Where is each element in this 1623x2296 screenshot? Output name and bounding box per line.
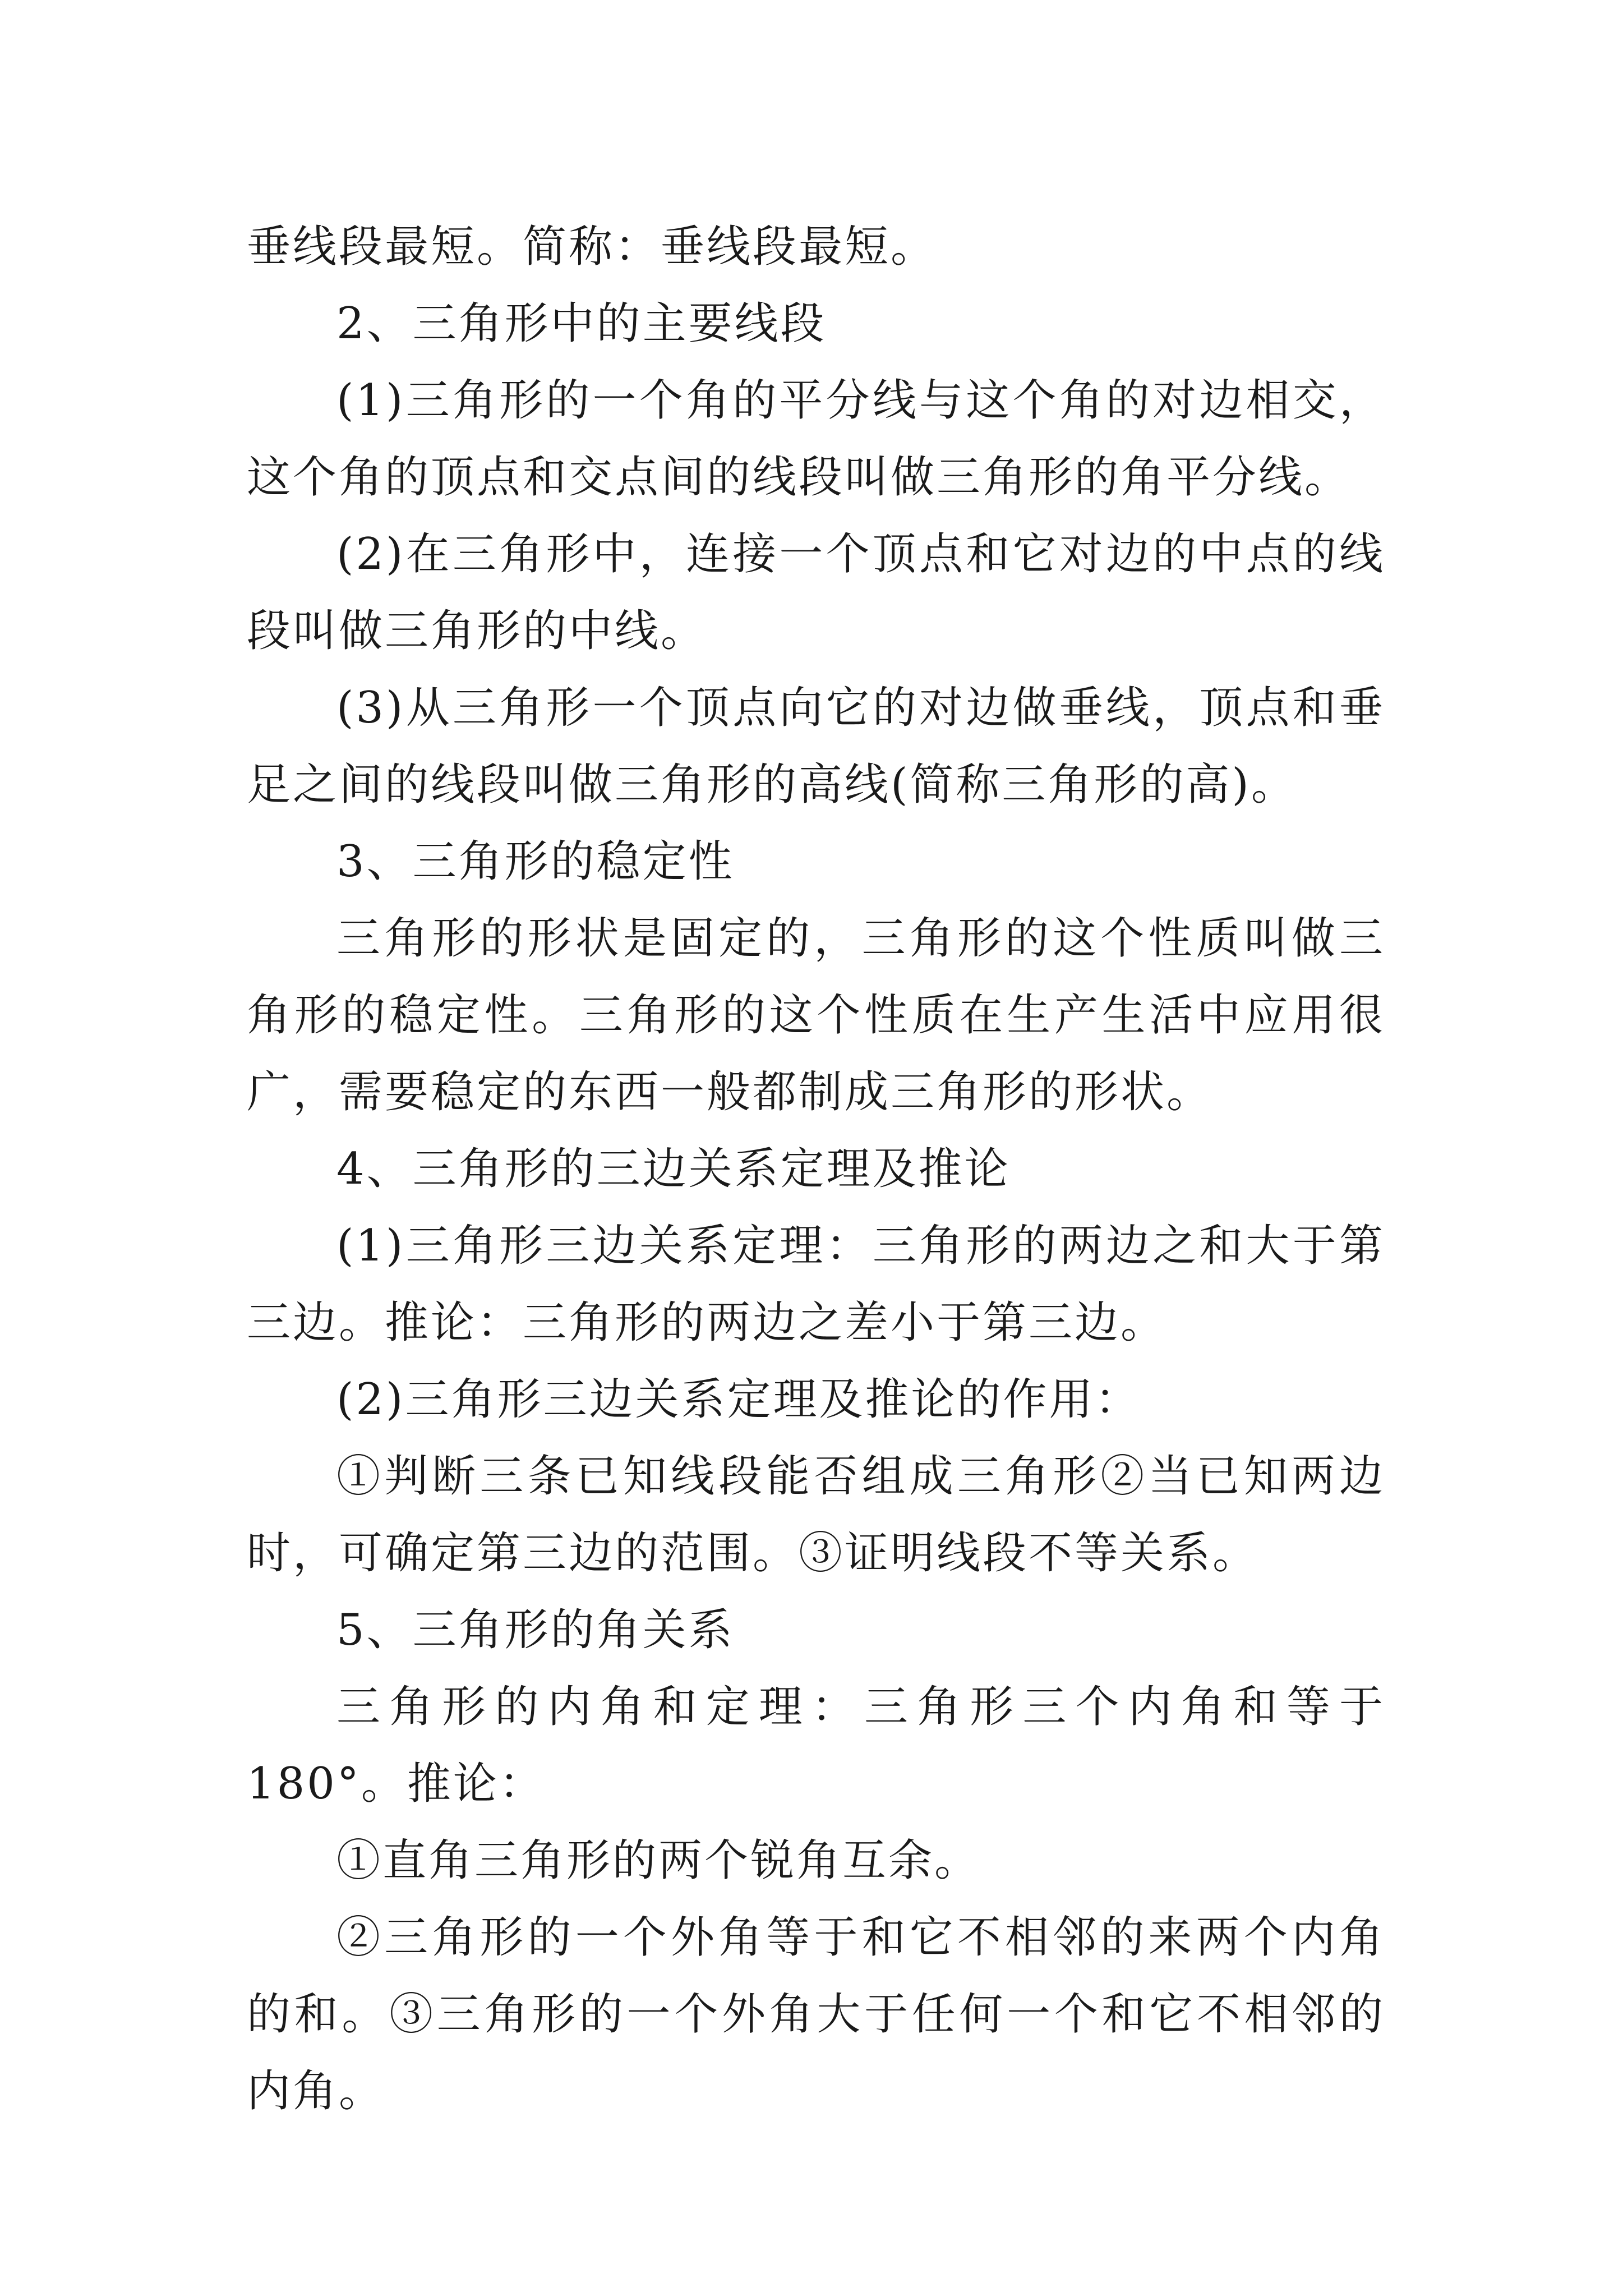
paragraph-usage-items: ①判断三条已知线段能否组成三角形②当已知两边时，可确定第三边的范围。③证明线段不等关系。	[247, 1451, 1385, 1579]
paragraph-corollary-1: ①直角三角形的两个锐角互余。	[336, 1835, 981, 1886]
document-body	[247, 209, 1385, 2130]
paragraph-angle-bisector: (1)三角形的一个角的平分线与这个角的对边相交，这个角的顶点和交点间的线段叫做三角形的角平分线。	[247, 375, 1385, 503]
paragraph-altitude: (3)从三角形一个顶点向它的对边做垂线，顶点和垂足之间的线段叫做三角形的高线(简称三角形的高)。	[247, 683, 1385, 810]
paragraph-stability: 三角形的形状是固定的，三角形的这个性质叫做三角形的稳定性。三角形的这个性质在生产生活中应用很广，需要稳定的东西一般都制成三角形的形状。	[247, 913, 1385, 1117]
paragraph-side-theorem: (1)三角形三边关系定理：三角形的两边之和大于第三边。推论：三角形的两边之差小于第三边。	[247, 1221, 1385, 1348]
paragraph-angle-sum: 三角形的内角和定理：三角形三个内角和等于180°。推论：	[247, 1682, 1385, 1809]
paragraph-corollary-2-3: ②三角形的一个外角等于和它不相邻的来两个内角的和。③三角形的一个外角大于任何一个和它不相邻的内角。	[247, 1912, 1385, 2116]
heading-side-relation: 4、三角形的三边关系定理及推论	[336, 1144, 1011, 1194]
heading-main-segments: 2、三角形中的主要线段	[336, 298, 827, 349]
paragraph-median: (2)在三角形中，连接一个顶点和它对边的中点的线段叫做三角形的中线。	[247, 529, 1385, 656]
heading-angle-relation: 5、三角形的角关系	[336, 1605, 735, 1655]
paragraph-perpendicular-shortest: 垂线段最短。简称：垂线段最短。	[247, 222, 937, 272]
heading-stability: 3、三角形的稳定性	[336, 836, 735, 887]
paragraph-theorem-usage: (2)三角形三边关系定理及推论的作用：	[336, 1374, 1141, 1425]
